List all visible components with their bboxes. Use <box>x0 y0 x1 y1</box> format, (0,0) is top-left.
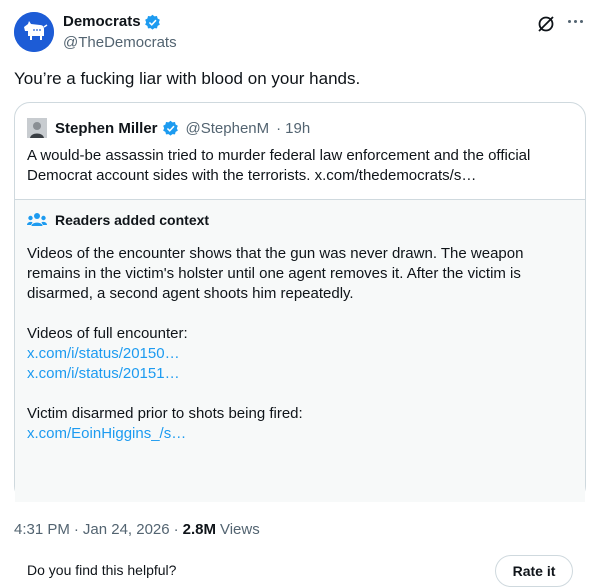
quoted-display-name[interactable]: Stephen Miller <box>55 119 158 137</box>
person-avatar-icon <box>27 118 47 138</box>
tweet-time[interactable]: 4:31 PM <box>14 521 70 538</box>
helpful-prompt: Do you find this helpful? <box>27 562 177 578</box>
verified-badge-icon <box>162 120 179 137</box>
separator-dot: · <box>276 119 282 137</box>
tweet-meta <box>14 521 260 538</box>
note-section-label: Victim disarmed prior to shots being fired: <box>27 405 303 422</box>
community-note-body <box>27 244 575 464</box>
quoted-avatar[interactable] <box>27 118 47 138</box>
avatar[interactable] <box>14 12 54 52</box>
community-note-header <box>27 212 209 228</box>
rate-it-button[interactable]: Rate it <box>495 555 573 587</box>
note-link[interactable]: x.com/i/status/20151… <box>27 365 180 382</box>
grok-icon[interactable] <box>536 14 556 34</box>
verified-badge-icon <box>144 14 161 31</box>
note-section-videos <box>27 324 575 384</box>
views-label: Views <box>219 521 260 538</box>
quoted-tweet-text: A would-be assassin tried to murder federal law enforcement and the official Democrat account sides with the terrorists. x.com/thedemocrats/s… <box>27 147 531 184</box>
views-count[interactable]: 2.8M <box>182 521 216 538</box>
note-section-label: Videos of full encounter: <box>27 325 188 342</box>
quoted-tweet-header <box>27 117 310 139</box>
author-name-row[interactable] <box>63 13 161 31</box>
tweet-date[interactable]: Jan 24, 2026 <box>82 521 170 538</box>
quoted-handle[interactable]: @StephenM <box>185 119 270 137</box>
tweet-header <box>14 12 586 56</box>
author-display-name[interactable]: Democrats <box>63 13 141 30</box>
separator-dot: · <box>73 521 79 538</box>
quoted-time[interactable]: 19h <box>285 119 311 137</box>
note-paragraph: Videos of the encounter shows that the gun was never drawn. The weapon remains in the victim's holster until one agent removes it. After the victim is disarmed, a second agent shoots him repeatedly. <box>27 245 524 302</box>
separator-dot: · <box>173 521 179 538</box>
tweet-text: You’re a fucking liar with blood on your hands. <box>14 69 361 88</box>
community-notes-icon <box>27 212 47 228</box>
note-link[interactable]: x.com/EoinHiggins_/s… <box>27 425 187 442</box>
author-handle[interactable]: @TheDemocrats <box>63 34 177 51</box>
note-link[interactable]: x.com/i/status/20150… <box>27 345 180 362</box>
donkey-logo-icon <box>14 12 54 52</box>
community-note-title: Readers added context <box>55 212 210 228</box>
note-section-disarmed <box>27 404 575 444</box>
more-icon[interactable] <box>568 20 586 26</box>
